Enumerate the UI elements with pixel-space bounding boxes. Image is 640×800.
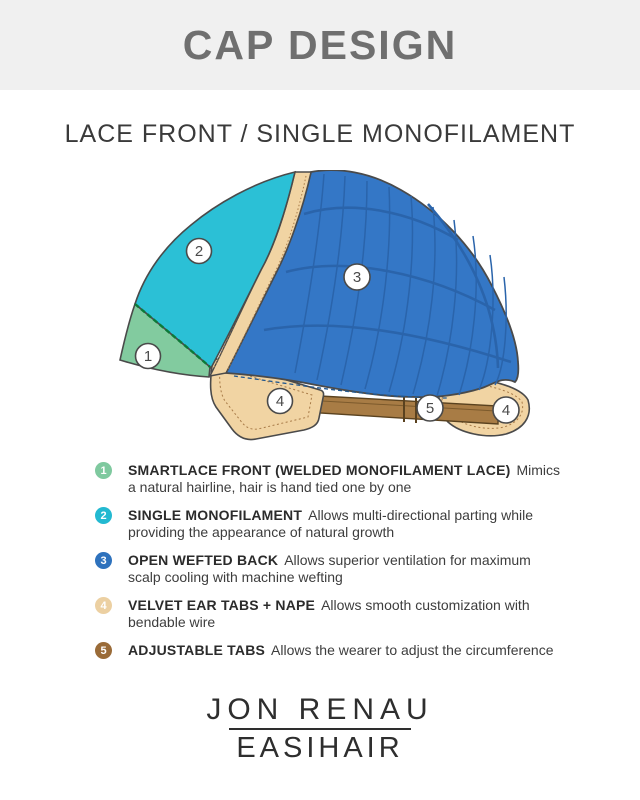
callout-5	[417, 395, 443, 421]
callout-3	[344, 264, 370, 290]
svg-text:4: 4	[501, 402, 511, 419]
header-band	[0, 0, 640, 90]
legend-item-desc: Allows the wearer to adjust the circumference	[271, 642, 554, 658]
callout-1	[136, 344, 161, 369]
svg-text:5: 5	[425, 400, 435, 417]
callout-4-left	[268, 389, 293, 414]
legend-item-label: SINGLE MONOFILAMENT	[128, 507, 303, 523]
legend-number-badge: 4	[95, 597, 112, 614]
legend-item-wefted-back	[95, 552, 640, 586]
callout-2	[187, 239, 212, 264]
svg-text:4: 4	[275, 393, 285, 410]
legend-number-badge: 3	[95, 552, 112, 569]
legend-item-label: VELVET EAR TABS + NAPE	[128, 597, 316, 613]
legend-item-label: ADJUSTABLE TABS	[128, 642, 266, 658]
subtitle: LACE FRONT / SINGLE MONOFILAMENT	[64, 120, 576, 148]
legend-item-adjustable-tabs	[95, 642, 640, 659]
legend-item-label: SMARTLACE FRONT (WELDED MONOFILAMENT LACE)	[128, 462, 511, 478]
logo-divider	[229, 728, 411, 730]
svg-text:3: 3	[352, 269, 362, 286]
legend-number-badge: 5	[95, 642, 112, 659]
legend-item-desc: Allows multi-directional parting while providing the appearance of natural growth	[128, 507, 533, 540]
legend-number-badge: 1	[95, 462, 112, 479]
cap-illustration	[98, 170, 538, 446]
cap-diagram	[0, 170, 640, 446]
legend-item-desc: Mimics a natural hairline, hair is hand tied one by one	[128, 462, 561, 495]
callout-4-right	[493, 397, 519, 423]
legend	[0, 462, 640, 659]
legend-item-ear-tabs	[95, 597, 640, 631]
brand-sub-name: EASIHAIR	[236, 732, 404, 764]
svg-text:1: 1	[143, 348, 153, 365]
legend-item-desc: Allows superior ventilation for maximum scalp cooling with machine wefting	[128, 552, 531, 585]
legend-item-monofilament	[95, 507, 640, 541]
legend-item-smartlace	[95, 462, 640, 496]
legend-item-desc: Allows smooth customization with bendable wire	[128, 597, 530, 630]
legend-item-label: OPEN WEFTED BACK	[128, 552, 279, 568]
legend-number-badge: 2	[95, 507, 112, 524]
brand-logo	[0, 695, 640, 763]
brand-name: JON RENAU	[206, 693, 434, 726]
svg-text:2: 2	[194, 243, 204, 260]
page-title: CAP DESIGN	[182, 21, 458, 68]
